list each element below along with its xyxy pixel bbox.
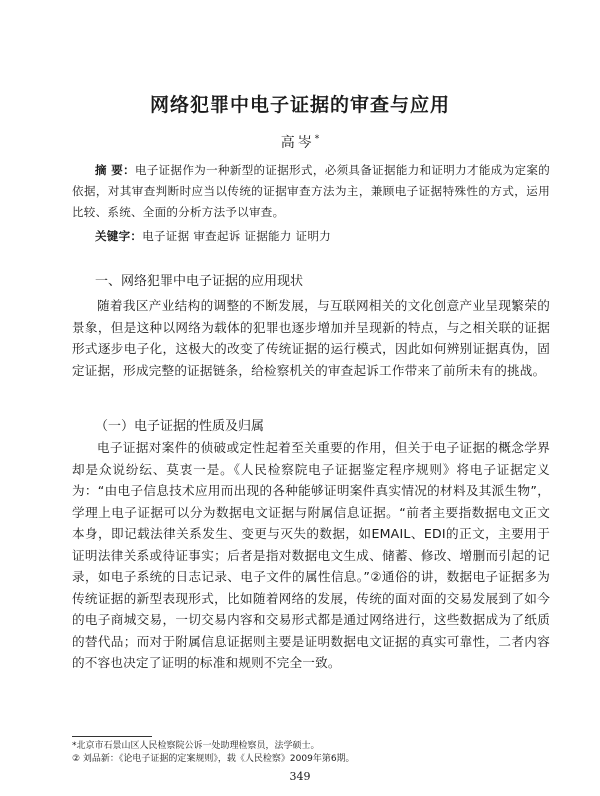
author-name: 高岑 bbox=[280, 135, 315, 151]
subsection-heading-1: （一）电子证据的性质及归属 bbox=[95, 419, 265, 434]
article-title: 网络犯罪中电子证据的审查与应用 bbox=[149, 94, 450, 116]
abstract-text: 电子证据作为一种新型的证据形式，必须具备证据能力和证明力才能成为定案的依据，对其审查判断时应当以传统的证据审查方法为主，兼顾电子证据特殊性的方式，运用比较、系统、全面的分析方法予以审查。 bbox=[72, 163, 550, 219]
footnote-divider bbox=[72, 736, 152, 737]
page-number: 349 bbox=[289, 770, 311, 783]
abstract-label: 摘 要： bbox=[95, 163, 135, 177]
keywords bbox=[95, 226, 550, 247]
subsection-1-paragraph: 电子证据对案件的侦破或定性起着至关重要的作用，但关于电子证据的概念学界却是众说纷纭、莫衷一是。《人民检察院电子证据鉴定程序规则》将电子证据定义为：“由电子信息技术应用而出现的各种能够证明案件真实情况的材料及其派生物”，学理上电子证据可以分为数据电文证据与附属信息证据。“前者主要指数据电文正文本身，即记载法律关系发生、变更与灭失的数据，如EMAIL、EDI的正文，主要用于证明法律关系或待证事实；后者是指对数据电文生成、储蓄、修改、增删而引起的记录，如电子系统的日志记录、电子文件的属性信息。”②通俗的讲，数据电子证据多为传统证据的新型表现形式，比如随着网络的发展，传统的面对面的交易发展到了如今的电子商城交易，一切交易内容和交易形式都是通过网络进行，这些数据成为了纸质的替代品；而对于附属信息证据则主要是证明数据电文证据的真实可靠性，二者内容的不容也决定了证明的标准和规则不完全一致。 bbox=[72, 440, 550, 670]
section-heading-1: 一、网络犯罪中电子证据的应用现状 bbox=[95, 274, 304, 289]
section-1-paragraph: 随着我区产业结构的调整的不断发展，与互联网相关的文化创意产业呈现繁荣的景象，但是这种以网络为载体的犯罪也逐步增加并呈现新的特点，与之相关联的证据形式逐步电子化，这极大的改变了传统证据的运行模式，因此如何辨别证据真伪，固定证据，形成完整的证据链条，给检察机关的审查起诉工作带来了前所未有的挑战。 bbox=[72, 298, 550, 378]
footnote-author: *北京市石景山区人民检察院公诉一处助理检察员，法学硕士。 bbox=[72, 741, 320, 751]
keywords-text: 电子证据 审查起诉 证据能力 证明力 bbox=[142, 229, 332, 243]
keywords-label: 关键字： bbox=[95, 229, 143, 243]
author-footnote-mark: * bbox=[314, 134, 320, 145]
author-line bbox=[0, 132, 600, 152]
footnote-citation: ② 刘品新：《论电子证据的定案规则》，载《人民检察》2009年第6期。 bbox=[72, 754, 355, 764]
abstract bbox=[72, 160, 550, 223]
footnotes bbox=[72, 740, 552, 766]
